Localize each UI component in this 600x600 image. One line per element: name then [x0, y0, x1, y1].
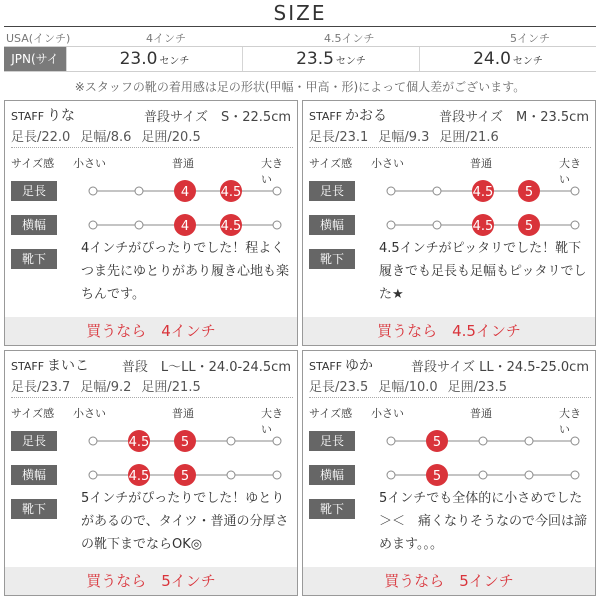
scale-dot: [227, 437, 235, 445]
buy-recommendation: 買うなら 5インチ: [303, 567, 595, 595]
scale-small-label: 小さい: [371, 407, 404, 420]
scale-dot: [387, 187, 395, 195]
usual-size: 普段 L〜LL・24.0-24.5cm: [121, 360, 291, 375]
foot-measurements: [11, 126, 293, 148]
foot-measurement: 足幅/10.0: [378, 380, 438, 395]
row-label: 靴下: [11, 249, 57, 269]
scale-dot: [387, 471, 395, 479]
title-rule: [4, 26, 596, 27]
foot-measurement: 足長/23.5: [309, 380, 369, 395]
scale-large-label: 大きい: [559, 157, 581, 186]
size-marker-label: 4.5: [128, 469, 150, 484]
row-label: 横幅: [11, 215, 57, 235]
usual-size: 普段サイズ LL・24.5-25.0cm: [411, 360, 589, 375]
size-marker-label: 4: [180, 219, 190, 234]
scale-dot: [387, 437, 395, 445]
jpn-size-unit: センチ: [159, 56, 190, 67]
size-title: SIZE: [273, 1, 327, 25]
foot-measurement: 足囲/23.5: [447, 380, 507, 395]
scale-small-label: 小さい: [73, 157, 106, 170]
size-marker: [174, 464, 196, 486]
width-scale: [5, 210, 299, 240]
scale-dot: [433, 221, 441, 229]
size-marker-label: 5: [180, 435, 190, 450]
size-marker-label: 4: [180, 185, 190, 200]
row-label: 横幅: [309, 465, 355, 485]
staff-name: [309, 355, 373, 375]
scale-large-label: 大きい: [261, 157, 283, 186]
foot-measurements: [309, 376, 591, 398]
jpn-size-cell: [242, 47, 419, 71]
usa-size-4: 4インチ: [146, 32, 186, 45]
size-marker-label: 4.5: [220, 185, 242, 200]
size-marker-label: 5: [180, 469, 190, 484]
width-scale: [303, 460, 597, 490]
foot-measurement: 足幅/9.2: [80, 380, 132, 395]
size-sense-header: [11, 405, 293, 436]
row-label: 靴下: [11, 499, 57, 519]
size-marker: [174, 430, 196, 452]
foot-measurement: 足長/23.7: [11, 380, 71, 395]
scale-dot: [525, 437, 533, 445]
scale-normal-label: 普通: [470, 407, 492, 420]
size-marker-label: 4.5: [472, 185, 494, 200]
scale-dot: [433, 187, 441, 195]
scale-dot: [135, 221, 143, 229]
usa-size-4-5: 4.5インチ: [324, 32, 375, 45]
buy-recommendation: 買うなら 4.5インチ: [303, 317, 595, 345]
scale-dot: [89, 187, 97, 195]
foot-measurement: 足長/23.1: [309, 130, 369, 145]
staff-tag: STAFF: [309, 110, 343, 123]
staff-name: [309, 105, 387, 125]
scale-small-label: 小さい: [73, 407, 106, 420]
length-scale: [5, 426, 299, 456]
staff-comment: 4.5インチがピッタリでした！靴下履きでも足長も足幅もピッタリでした★: [379, 241, 587, 302]
size-marker-label: 4.5: [220, 219, 242, 234]
foot-measurements: [11, 376, 293, 398]
jpn-size-value: 23.0: [119, 49, 158, 69]
length-scale: [303, 426, 597, 456]
scale-dot: [387, 221, 395, 229]
staff-comment: 5インチでも全体的に小さめでした＞＜ 痛くなりそうなので今回は諦めます。。。: [379, 491, 588, 552]
buy-recommendation: 買うなら 4インチ: [5, 317, 297, 345]
scale-large-label: 大きい: [559, 407, 581, 436]
size-marker: [518, 214, 540, 236]
staff-tag: STAFF: [309, 360, 343, 373]
scale-dot: [89, 437, 97, 445]
usa-size-5: 5インチ: [510, 32, 550, 45]
fit-note: ※スタッフの靴の着用感は足の形状(甲幅・甲高・形)によって個人差がございます。: [74, 80, 526, 94]
staff-name: [11, 105, 75, 125]
jpn-size-unit: センチ: [335, 56, 366, 67]
usual-size: 普段サイズ S・22.5cm: [144, 110, 291, 125]
row-label: 横幅: [11, 465, 57, 485]
row-label: 足長: [11, 431, 57, 451]
scale-small-label: 小さい: [371, 157, 404, 170]
size-marker: [128, 464, 150, 486]
staff-name-text: かおる: [345, 108, 388, 124]
size-marker: [472, 214, 494, 236]
size-marker: [174, 214, 196, 236]
foot-measurement: 足幅/8.6: [80, 130, 132, 145]
scale-dot: [273, 471, 281, 479]
size-marker-label: 5: [524, 219, 534, 234]
scale-dot: [479, 437, 487, 445]
staff-comment: 4インチがぴったりでした！程よくつま先にゆとりがあり履き心地も楽ちんです。: [81, 241, 290, 302]
usual-size: 普段サイズ M・23.5cm: [439, 110, 589, 125]
scale-dot: [135, 187, 143, 195]
scale-dot: [89, 471, 97, 479]
size-sense-label: サイズ感: [11, 157, 55, 170]
jpn-label: JPN(サイズ): [4, 47, 66, 71]
scale-dot: [89, 221, 97, 229]
size-marker-label: 5: [432, 469, 442, 484]
size-marker: [174, 180, 196, 202]
row-label: 足長: [11, 181, 57, 201]
staff-card: [302, 100, 596, 346]
scale-normal-label: 普通: [470, 157, 492, 170]
scale-dot: [273, 221, 281, 229]
jpn-size-value: 24.0: [473, 49, 511, 69]
size-marker-label: 4.5: [472, 219, 494, 234]
staff-card: [302, 350, 596, 596]
scale-large-label: 大きい: [261, 407, 283, 436]
scale-dot: [571, 221, 579, 229]
staff-tag: STAFF: [11, 110, 45, 123]
foot-measurement: 足長/22.0: [11, 130, 71, 145]
size-marker: [220, 214, 242, 236]
scale-normal-label: 普通: [172, 407, 194, 420]
size-marker-label: 5: [432, 435, 442, 450]
size-sense-header: [309, 155, 591, 186]
foot-measurement: 足囲/20.5: [141, 130, 201, 145]
length-scale: [5, 176, 299, 206]
row-label: 靴下: [309, 499, 355, 519]
staff-card: [4, 100, 298, 346]
row-label: 足長: [309, 181, 355, 201]
scale-dot: [571, 187, 579, 195]
usa-size-row: [4, 28, 596, 46]
staff-card: [4, 350, 298, 596]
jpn-size-cell: [419, 47, 596, 71]
width-scale: [303, 210, 597, 240]
scale-dot: [273, 437, 281, 445]
size-sense-label: サイズ感: [309, 407, 353, 420]
scale-dot: [479, 471, 487, 479]
size-marker: [128, 430, 150, 452]
scale-dot: [571, 437, 579, 445]
jpn-size-unit: センチ: [512, 56, 543, 67]
row-label: 足長: [309, 431, 355, 451]
staff-name-text: りな: [47, 108, 76, 124]
foot-measurements: [309, 126, 591, 148]
scale-normal-label: 普通: [172, 157, 194, 170]
size-marker-label: 4.5: [128, 435, 150, 450]
length-scale: [303, 176, 597, 206]
size-marker: [472, 180, 494, 202]
buy-recommendation: 買うなら 5インチ: [5, 567, 297, 595]
staff-tag: STAFF: [11, 360, 45, 373]
foot-measurement: 足幅/9.3: [378, 130, 430, 145]
width-scale: [5, 460, 299, 490]
size-sense-header: [11, 155, 293, 186]
scale-dot: [227, 471, 235, 479]
usa-label: USA(インチ): [6, 32, 71, 45]
staff-name: [11, 355, 89, 375]
row-label: 横幅: [309, 215, 355, 235]
staff-comment: 5インチがぴったりでした！ゆとりがあるので、タイツ・普通の分厚さの靴下までならOK◎: [81, 491, 289, 552]
scale-dot: [525, 471, 533, 479]
size-sense-label: サイズ感: [309, 157, 353, 170]
staff-name-text: ゆか: [345, 358, 374, 374]
scale-dot: [273, 187, 281, 195]
foot-measurement: 足囲/21.6: [439, 130, 499, 145]
jpn-size-value: 23.5: [296, 49, 334, 69]
size-marker: [220, 180, 242, 202]
foot-measurement: 足囲/21.5: [141, 380, 201, 395]
jpn-size-cell: [66, 47, 242, 71]
size-marker: [426, 464, 448, 486]
staff-name-text: まいこ: [47, 358, 90, 374]
size-sense-label: サイズ感: [11, 407, 55, 420]
row-label: 靴下: [309, 249, 355, 269]
size-marker: [426, 430, 448, 452]
size-marker-label: 5: [524, 185, 534, 200]
size-sense-header: [309, 405, 591, 436]
scale-dot: [571, 471, 579, 479]
size-marker: [518, 180, 540, 202]
